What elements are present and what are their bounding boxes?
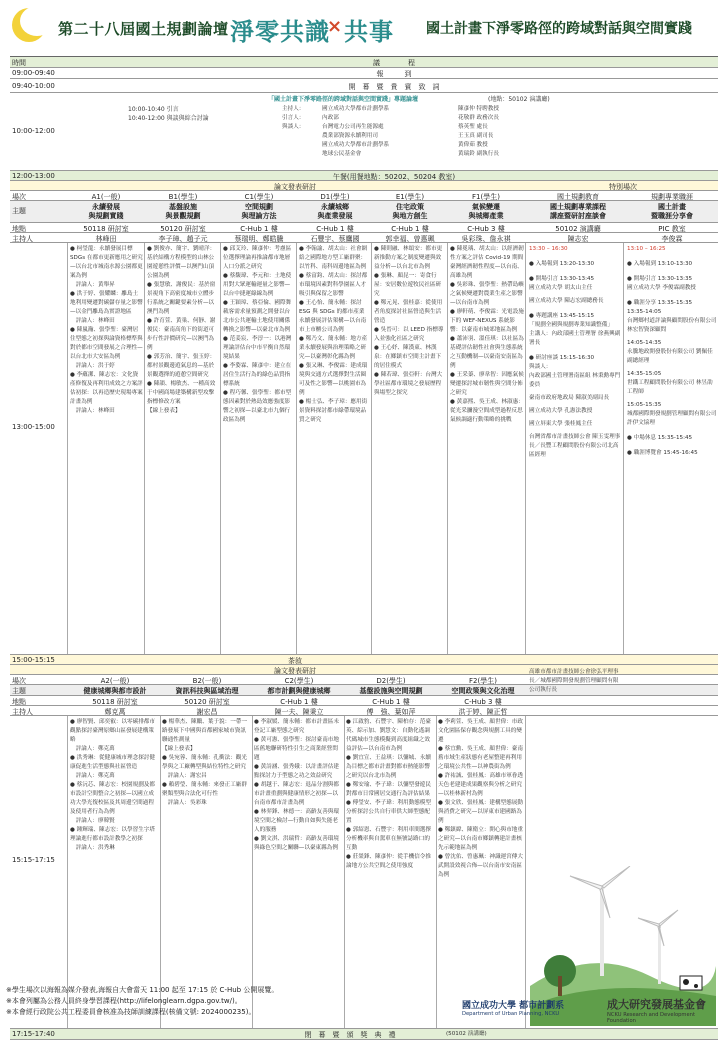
table-header-row: [10, 57, 718, 68]
label-theme: 主題: [12, 207, 26, 215]
registration-label: 報 到: [376, 70, 412, 78]
org-6: 地球公民基金會: [322, 151, 362, 157]
host-b1: 李子璋、趙子元: [158, 235, 208, 243]
room-a2: 50118 研討室: [92, 698, 138, 706]
theme-c2: 都市計劃與健康城鄉: [267, 687, 331, 695]
org-1: 國立成功大學都市計劃學系: [322, 106, 390, 112]
keynote-session2: 10:40-12:00 與談與綜合討論: [128, 115, 209, 122]
host-c1: 蔡瑞明、鄭皓騰: [234, 235, 284, 243]
logo2-subtext: NCKU Research and Development Foundation: [607, 1012, 695, 1024]
theme-a1: 永續發展 與規劃實踐: [88, 203, 124, 220]
edu-item9: 與談人：: [529, 364, 552, 370]
papers-e1: ● 陳則融、林頌安：都市更新推動方案之制度變遷與效益分析—以台北市為例 ● 張琳、顏昆一：寄食行屋：安居數位遊牧民社區研究 ● 鄭元晃、張桂嘉：從使用者角度探討社區營造與生活營造 ● 吳晉可：以 LEED 指標導入並強化社區之研究 ● 王心妤、陳漢東、林漢泉：在鄉鎮市空間主計畫下的居住模式 ● 陳若瑋、張亞軒：台灣大學社區都市環境之發展歷程與場型之探究: [374, 246, 444, 396]
theme-b1: 基盤設施 與景觀規劃: [165, 203, 201, 220]
papers-f1: ● 陳冕瑀、胡太山：以經濟韌性方案之評估 Covid-19 期間臺灣經濟韌性程度—以台南、高雄為例 ● 吳彩珠、張學聖：熱帶島嶼之氣候變遷對農業生產之影響—以台南市為例 ● 廖軒萌、李俊霖：光電設施下的 WEF-NEXUS 系統影響：以臺南市城郊地區為例 ● 蕭沛羽、溫佳琪：以社區為基礎評估韌性社會與生態系統之互動機制—以臺南安南區為例 ● 王采蓁、廖韋智：因應氣候變遷探討城市韌性與空間分佈之研究 ● 黃嘉熙、吳王成、林淑惠：從光采瀰漫空間成型過程反思氣候調適行動策略的挑戰: [450, 246, 524, 423]
career-item14: ● 職涯博覽會 15:45-16:45: [627, 450, 698, 456]
slogan-part2: 共事: [344, 18, 394, 46]
papers-f2: ● 李莉萱、吳王成、顏世偉：市政文化園區保存觀念與規劃工具的變遷 ● 蔡宜勳、吳王成、顏世偉：臺南舊市域生產狀態有老屋整建再利用之環境公共性—以神農街為例 ● 許祐誠、張桂鳳：高雄市軍眷透天色老建建成果觀察與分析之研究—以桂林新村為例 ● 張文欣、張桂鳳：建構型態展動與消費之研究—以屏東市建國路為例 ● 鄭鎮緯、陳衛立：開心與市地重之研究—以台南市鄉鎮轉建計畫核先示範地區為例 ● 曾沈佑、曾惠珮：神識運宮傳大武開設效視合佈—以台南市安南區為例: [438, 719, 523, 878]
room-b1: 50120 研討室: [160, 225, 206, 233]
room-career: PIC 教室: [658, 225, 686, 233]
theme-a2: 健康城鄉與都市設計: [83, 687, 147, 695]
room-f2: C-Hub 3 樓: [464, 698, 502, 706]
career-item11: 15:05-15:35: [627, 402, 662, 408]
room-e1: C-Hub 1 樓: [391, 225, 429, 233]
col-b2: B2(一般): [192, 677, 222, 685]
edu-time: 13:30 – 16:30: [529, 246, 568, 252]
label-room-2: 地點: [12, 698, 26, 706]
edu-item11: 臺南市政府地政局 陳淑美副局長: [529, 395, 610, 401]
papers-a2: ● 廖智賢、邱奕叡：以零碳排都市觀點探討臺灣原鄉山區發展建構策略 評論人：鄭克萬 ● 洪秀琳：從健康城市理念探討健康促進生活型態與社區營造 評論人：鄭克萬 ● 蔡沅芯、陳志宏：校園規劃及都市設計空間整合之初探—以國立成功大學光復校區及其周邊空間過程及使用者行為為例 評論人：廖韓賢 ● 鍾輝瑞、陳志宏：以學習生字塔理論進行都市設計教學之初探 評論人：洪秀琳: [70, 719, 155, 851]
room-c2: C-Hub 1 樓: [280, 698, 318, 706]
break-time: 15:00-15:15: [12, 656, 55, 664]
room-b2: 50120 研討室: [184, 698, 230, 706]
sec2-room-row: [10, 696, 718, 706]
host-c2: 陳一夫、陳秉立: [274, 708, 324, 716]
theme-edu: 國土規劃專業課程 講座暨研討座談會: [550, 203, 606, 220]
edu-item8: ● 研討座談 15:15-16:30: [529, 355, 595, 361]
label-theme-2: 主題: [12, 687, 26, 695]
note-1: ※學生場次以海報為媒介發表,海報自大會當天 11:00 起至 17:15 於 C-Hub 公開展覽。: [6, 986, 279, 994]
sec2-host-row: [10, 706, 718, 716]
theme-c1: 空間規劃 與理論方法: [241, 203, 277, 220]
room-f1: C-Hub 3 樓: [467, 225, 505, 233]
label-host: 主持人: [12, 235, 33, 243]
career-time: 13:10 – 16:25: [627, 246, 666, 252]
edu-item10: 內政部國土管理署南區組 林秉勳專門委員: [529, 373, 621, 388]
career-item7: 14:05-14:35: [627, 340, 662, 346]
closing-label: 閉 幕 暨 頒 獎 典 禮: [304, 1031, 396, 1039]
special-edu-extra: 高雄市都市計畫技師公會徐弘平理事長／城都國際開發規劃管理顧問有限公司執行長: [529, 669, 619, 693]
label-room: 地點: [12, 225, 26, 233]
room-d1: C-Hub 1 樓: [316, 225, 354, 233]
person-2: 花敬群 政務次長: [458, 115, 499, 121]
sec1-title: 論文發表研討: [274, 183, 316, 191]
col-c1: C1(學生): [244, 193, 274, 201]
edu-item14: 台灣省都市計畫技師公會 陳玉雯理事長／長豐工程顧問股份有限公司北高區經理: [529, 434, 621, 458]
slogan-part1: 淨零共識: [230, 18, 330, 46]
sec1-time: 13:00-15:00: [12, 423, 55, 431]
note-3: ※本會經行政院公共工程委員會核准為技師訓練課程(核備文號: 2024000235)。: [6, 1008, 256, 1016]
sponsor-logos: [462, 992, 722, 1022]
col-career: 規劃專業職涯: [651, 193, 693, 201]
sec1-theme-row: [10, 201, 718, 223]
career-item2: ● 開場引言 13:30-13:35: [627, 276, 693, 282]
papers-b1: ● 劉俊亦、簡宇、劉晴洋：基於結構方程模型的山林公園遊憩性評價—以澳門山頂公園為例 ● 張慧敏、謝俊民：基於窗景視角下高密度城市立體步行系統之關鍵要素分析—以澳門為例 ● 許育萱、黃巢、何靜、謝俊民：臺南高角下的街道可步行性評價研究—以澳門為例 ● 郭芳治、簡宇、張玉婷：都村景觀邊遊氣息的—基於景觀選擇的遊憩空間研究 ● 陳韻、楊敏杰、一種高效于中國商場建築構新型攻擊指標修改方案 【線上發表】: [147, 246, 216, 414]
career-item5: 13:35-14:05: [627, 309, 662, 315]
logo2-text: 成大研究發展基金會: [607, 998, 706, 1011]
theme-d2: 基盤設施與空間規劃: [359, 687, 423, 695]
papers-d1: ● 李翰諭、胡太山：社會網絡之國際地方型工廠群聚：以竹科、南科周邊地區為例 ● 蔡富鈞、胡太山：探討都市環境因素對科學園區人才吸引與保留之影響 ● 王心怡、簡永輔：探討 ESG 與 SDGs 的都市產業永續發展評估架構—以台南市上市櫃公司為例 ● 鄭乃文、簡永輔：地方產業永續發展與治理策略之研究—以臺灣彰化縣為例 ● 張又琳、李俊霖：建成環境與交通方式選擇對生活圈可及性之影響—以桃園市為例 ● 楊士弘、李子璋：應用街景資料探討都市綠帶環境品質之研究: [299, 246, 368, 423]
papers-a1: ● 柯瑩龍：永續發展目標 SDGs 在都市更新應用之研究—以台北市城南水源公園都更案為例 評論人：黃舉昇 ● 洪于婷、張耀麟：離島土地利用變遷對碳儲存量之影響—以金門離島為實證地區 評論人：林峰田 ● 陳嵐瀚、張學聖：臺灣居住型態之初探與論資格標準與對於都市空間發展之合理性—以台北市大安區為例 評論人：洪于婷 ● 李蘊潔、陳志宏：文化資產修復及再利用成效之方案評估初探：以再造歷史現場專案計畫為例 評論人：林峰田: [70, 246, 143, 414]
role-intro: 引言人：: [282, 115, 305, 121]
theme-career: 國土計畫 暨職涯分享會: [651, 203, 693, 220]
lunch-time: 12:00-13:00: [12, 172, 55, 180]
col-d2: D2(學生): [376, 677, 406, 685]
agenda-header: 議 程: [373, 59, 415, 67]
edu-item13: 國立屏東大學 張桂鳳主任: [529, 421, 593, 427]
col-c2: C2(學生): [284, 677, 314, 685]
org-4: 農業部資源永續利用司: [322, 133, 378, 139]
theme-f2: 空間政策與文化治理: [451, 687, 515, 695]
career-item12: 城都國際開發規劃管理顧問有限公司 許伊文協理: [627, 411, 717, 426]
col-f1: F1(學生): [472, 193, 500, 201]
col-e1: E1(學生): [395, 193, 425, 201]
career-item8: 永騰地政開發股份有限公司 劉佩佳副總經理: [627, 349, 713, 364]
room-d2: C-Hub 1 樓: [372, 698, 410, 706]
closing-row: [10, 1029, 718, 1040]
note-2: ※本會列屬為公務人員終身學習課程(http://lifelonglearn.dgpa.gov.tw/)。: [6, 997, 242, 1005]
sec1-title-row: [10, 181, 718, 191]
career-item10: 世鐵工程顧問股份有限公司 林昱劭工程師: [627, 380, 713, 395]
edu-item2: ● 開場引言 13:30-13:45: [529, 276, 595, 282]
col-edu: 國土規劃教育: [557, 193, 599, 201]
theme-b2: 資訊科技與區域治理: [175, 687, 239, 695]
col-f2: F2(學生): [469, 677, 497, 685]
edu-item12: 國立成功大學 孔憲法教授: [529, 408, 593, 414]
host-f1: 吳彩珠、詹永祺: [461, 235, 511, 243]
career-item9: 14:35-15:05: [627, 371, 662, 377]
host-f2: 洪于婷、陳正哲: [458, 708, 508, 716]
host-edu: 陳志宏: [567, 235, 589, 243]
edu-item1: ● 入場報到 13:20-13:30: [529, 261, 595, 267]
papers-b2: ● 楊華杰、陳鵬、葉于貌：一帶一路發展下中國與首都國家城市資訊聯通性測量 【線上發表】 ● 吳宛蓉、簡永輔：孔衝法：觀光學與之工廠轉型與結位特性之研究 評論人：謝宏昌 ● 賴碧瑩、簡永輔：來發正工廠群聚類型與合法化可行性 評論人：吳彩珠: [162, 719, 247, 806]
sec1-room-row: [10, 223, 718, 233]
logo1-subtext: Department of Urban Planning, NCKU: [462, 1011, 560, 1017]
edu-item4: 國立成功大學 陳志宏副總務長: [529, 298, 604, 304]
room-c1: C-Hub 1 樓: [240, 225, 278, 233]
opening-time: 09:40-10:00: [12, 82, 55, 90]
registration-time: 09:00-09:40: [12, 69, 55, 77]
sec1-host-row: [10, 233, 718, 243]
col-d1: D1(學生): [320, 193, 350, 201]
edu-item5: ● 專題講座 13:45-15:15: [529, 313, 595, 319]
org-2: 內政部: [322, 115, 339, 121]
career-item1: ● 入場報到 13:10-13:30: [627, 261, 693, 267]
sec1-papers-row: [10, 243, 718, 655]
label-session: 場次: [12, 193, 26, 201]
host-d2: 傅 強、葉如萍: [366, 708, 416, 716]
break-label: 茶敘: [288, 657, 302, 665]
page-header: [0, 0, 728, 54]
person-1: 陳彥仲 特聘教授: [458, 106, 499, 112]
theme-d1: 永續城鄉 與產業發展: [317, 203, 353, 220]
person-6: 黃瑞鈴 副執行長: [458, 151, 499, 157]
keynote-place: (地點：50102 演講廳): [488, 96, 550, 103]
special-career-detail: [627, 245, 717, 653]
host-a2: 鄭克萬: [104, 708, 126, 716]
host-b2: 謝宏昌: [196, 708, 218, 716]
sec1-session-row: [10, 191, 718, 201]
logo1-text: 國立成功大學 都市計劃系: [462, 1001, 565, 1011]
foundation-logo: [607, 996, 722, 1024]
sec2-title: 論文發表研討: [274, 667, 316, 675]
theme-f1: 氣候變遷 與城鄉產業: [468, 203, 504, 220]
host-career: 李俊霖: [661, 235, 683, 243]
papers-c1: ● 邱艾玲、陳彥仲：考慮區位選擇理論再推論都市地層人口分派之研究 ● 蔡馥瑋、李元和：土地使用對大眾運輸運量之影響—以台中捷運綠線為例 ● 王穎璋、蔡亞倫、國際舞載客需求量預測之開發以台北市公共運輸土地使用關係轉換之影響—以臺北市為例 ● 范姜宸、李淳一：以港灣理論評估台中市平衡自然環境結果 ● 李姿霖、陳彥中：建立在居住生活行為的綠色品質指標系統 ● 程巧馨、張學聖：都市型態因素對於熱島效應強度影響之初探—以臺北市九個行政區為例: [223, 246, 292, 423]
keynote-time: 10:00-12:00: [12, 127, 55, 135]
keynote-title: 「國土計畫下淨零路徑的跨域對話與空間實踐」專題論壇: [268, 96, 419, 103]
forum-title: 第二十八屆國土規劃論壇: [58, 20, 229, 38]
break-row: [10, 655, 718, 665]
lunch-label: 午餐(用餐地點：50202、50204 教室): [332, 173, 456, 181]
person-4: 王玉真 副司長: [458, 133, 494, 139]
keynote-session1: 10:00-10:40 引言: [128, 106, 179, 113]
slogan-times: ×: [327, 16, 343, 37]
room-a1: 50118 研討室: [83, 225, 129, 233]
col-a1: A1(一般): [91, 193, 121, 201]
papers-c2: ● 李淑媛、簡永輔：都市計畫區未登記工廠型態之研究 ● 黃可憲、張學聖：探討臺南市地區舊地聯研特性引生之商業經營問題 ● 黃詩涵、張秀娥：以計畫評估建點探討力于型態之功之效益研究 ● 胡越于、陳志宏：退品分割與都市計畫重劃與健康情形之初探—以台南市都市計畫為例 ● 林羿鋒、林德一：高齡友善與環境空間之檢討—行動自如與失能老人的服務 ● 劉文淇、洪瑞哲：高齡友善環境與綠色空間之關聯—以臺東縣為例: [254, 719, 339, 851]
papers-d2: ● 江啟豹、石豐宇、陳柏存：范臺英、綜示加、劉慧文：自動化遙調代碼城市生態模擬到高度組織之效益評估—以台南市為例 ● 劉宜宣、王益琪：以彌城、永續為目標之都市計畫對都市熱能影響之研究以台北市為例 ● 鄭安瑜、李子瑋：以彌型發遊民對都市日常國居交通行為評估結果 ● 傅瑩安、李子瑋：利用動態模型分析探討公共自行車供大師型態配置 ● 郭紹恩、石豐宇：利用車間選擇分析機率與自駕車在無號誌路口的互動 ● 莊榮鋒、陳彥仲：從手機信令推論地方公共空間之使用強度: [346, 719, 431, 869]
special-edu-detail: [529, 245, 622, 653]
role-host: 主持人：: [282, 106, 305, 112]
edu-item3: 國立成功大學 胡太山主任: [529, 285, 593, 291]
host-d1: 石豐宇、蔡鷹國: [310, 235, 360, 243]
footer-notes: [6, 985, 278, 1018]
moon-logo-shadow: [20, 6, 54, 36]
col-a2: A2(一般): [100, 677, 130, 685]
sec2-time: 15:15-17:15: [12, 856, 55, 864]
edu-item6: 「規劃全國與規劃專業知識整備」: [529, 322, 613, 328]
person-5: 黃偉茹 教授: [458, 142, 488, 148]
closing-time: 17:15-17:40: [12, 1030, 55, 1038]
person-3: 蔡英聖 處長: [458, 124, 488, 130]
ncku-up-logo: [462, 998, 564, 1017]
opening-row: [10, 79, 718, 93]
host-a1: 林峰田: [95, 235, 117, 243]
closing-place: (50102 演講廳): [446, 1031, 487, 1037]
org-3: 台灣電力公司再生能源處: [322, 124, 384, 130]
host-e1: 郭幸福、曾惠珮: [385, 235, 435, 243]
special-title: 特別場次: [609, 183, 637, 191]
career-item4: ● 職涯分享 13:35-15:35: [627, 300, 693, 306]
edu-item7: 主講人：內政部國土管理署 徐燕興副署長: [529, 331, 621, 346]
time-header: 時間: [12, 59, 26, 67]
opening-label: 開 幕 暨 貴 賓 致 詞: [348, 83, 440, 91]
keynote-row: [10, 93, 718, 171]
label-session-2: 場次: [12, 677, 26, 685]
theme-e1: 住宅政策 與地方創生: [392, 203, 428, 220]
room-edu: 50102 演講廳: [555, 225, 601, 233]
org-5: 國立成功大學都市計劃學系: [322, 142, 390, 148]
career-item3: 國立成功大學 李俊霖副教授: [627, 285, 696, 291]
lunch-row: [10, 171, 718, 181]
career-item6: 台灣鄉村道評論與顧問股份有限公司 林宏智資深顧問: [627, 318, 717, 333]
forum-subtitle: 國土計畫下淨零路徑的跨域對話與空間實踐: [426, 21, 692, 37]
col-b1: B1(學生): [168, 193, 198, 201]
career-item13: ● 中場休息 15:35-15:45: [627, 435, 693, 441]
role-panel: 與談人：: [282, 124, 305, 130]
registration-row: [10, 68, 718, 79]
label-host-2: 主持人: [12, 708, 33, 716]
